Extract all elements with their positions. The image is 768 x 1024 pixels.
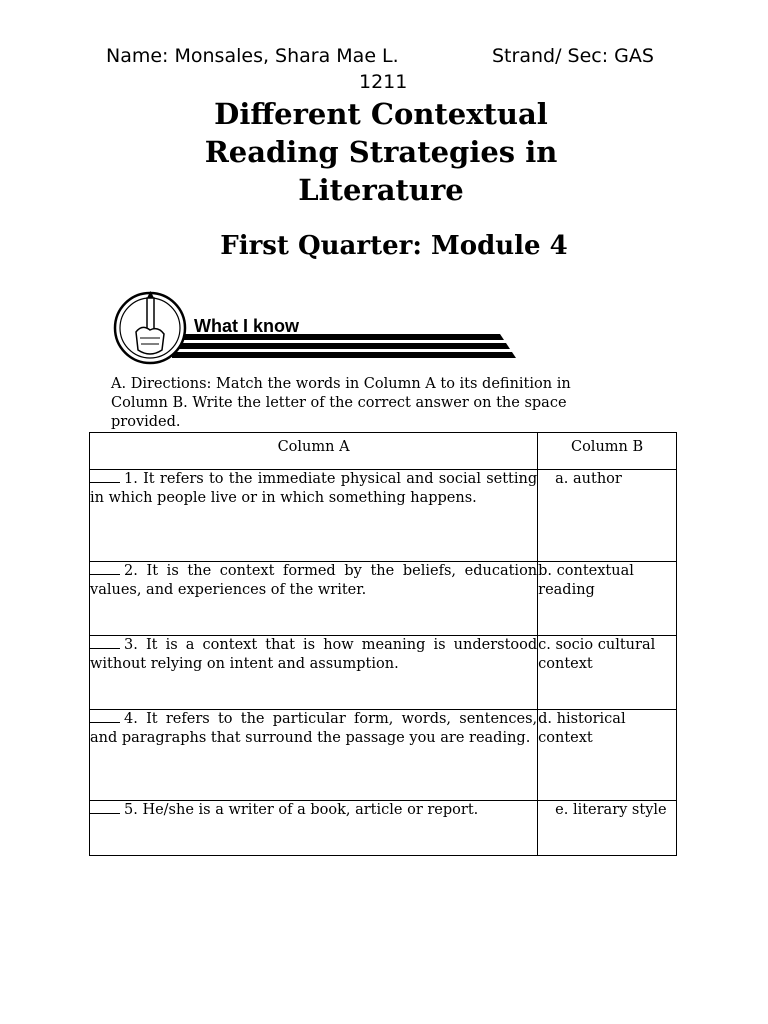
column-b-cell: c. socio cultural context xyxy=(538,636,677,710)
column-b-header: Column B xyxy=(538,433,677,470)
student-name: Name: Monsales, Shara Mae L. xyxy=(106,45,399,67)
matching-table xyxy=(89,432,677,856)
table-row xyxy=(90,801,677,856)
column-b-cell: b. contextual reading xyxy=(538,562,677,636)
table-row xyxy=(90,470,677,562)
column-a-header: Column A xyxy=(90,433,538,470)
strand-section-number: 1211 xyxy=(359,71,408,93)
table-header-row xyxy=(90,433,677,470)
column-b-cell: a. author xyxy=(538,470,677,562)
column-a-cell xyxy=(90,710,538,801)
column-b-cell: d. historical context xyxy=(538,710,677,801)
column-a-cell xyxy=(90,470,538,562)
page-subtitle: First Quarter: Module 4 xyxy=(220,231,568,261)
column-a-cell xyxy=(90,801,538,856)
definition-text: 1. It refers to the immediate physical and social setting in which people live or in which something happens. xyxy=(90,471,538,506)
definition-text: 4. It refers to the particular form, words, sentences, and paragraphs that surround the passage you are reading. xyxy=(90,711,538,746)
answer-blank[interactable] xyxy=(90,801,120,814)
definition-text: 2. It is the context formed by the beliefs, education values, and experiences of the writer. xyxy=(90,563,538,598)
answer-blank[interactable] xyxy=(90,562,120,575)
column-a-cell xyxy=(90,562,538,636)
definition-text: 3. It is a context that is how meaning is understood without relying on intent and assumption. xyxy=(90,637,538,672)
strand-section: Strand/ Sec: GAS xyxy=(492,45,654,67)
table-row xyxy=(90,636,677,710)
table-row xyxy=(90,562,677,636)
what-i-know-banner xyxy=(112,288,516,368)
directions-text: A. Directions: Match the words in Column A to its definition in Column B. Write the letter of the correct answer on the space provided. xyxy=(111,376,571,430)
page-title: Different Contextual Reading Strategies in Literature xyxy=(204,97,558,207)
table-row xyxy=(90,710,677,801)
answer-blank[interactable] xyxy=(90,470,120,483)
column-a-cell xyxy=(90,636,538,710)
column-b-cell: e. literary style xyxy=(538,801,677,856)
answer-blank[interactable] xyxy=(90,636,120,649)
definition-text: 5. He/she is a writer of a book, article or report. xyxy=(124,802,479,818)
hand-pencil-icon xyxy=(115,291,185,363)
answer-blank[interactable] xyxy=(90,710,120,723)
what-i-know-label: What I know xyxy=(194,316,299,336)
